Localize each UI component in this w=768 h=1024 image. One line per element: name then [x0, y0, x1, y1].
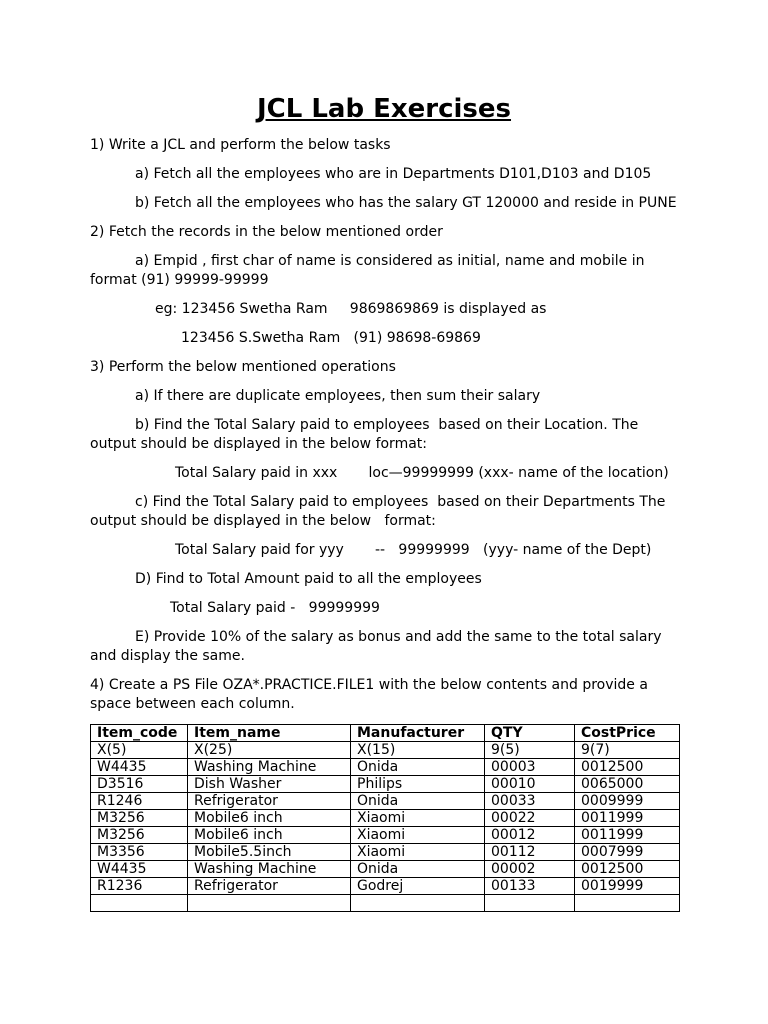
task-1b: b) Fetch all the employees who has the salary GT 120000 and reside in PUNE [135, 195, 677, 211]
cell-item-name: Dish Washer [188, 776, 351, 793]
table-row [91, 776, 680, 793]
cell-qty: 00112 [485, 844, 575, 861]
table-header-row [91, 725, 680, 742]
cell-costprice: 0011999 [575, 827, 680, 844]
cell-costprice: 9(7) [575, 742, 680, 759]
page-title: JCL Lab Exercises [256, 94, 512, 124]
cell-qty: 00022 [485, 810, 575, 827]
task-3b-line2: output should be displayed in the below format: [90, 436, 427, 452]
header-manufacturer: Manufacturer [351, 725, 485, 742]
cell-item-code: D3516 [91, 776, 188, 793]
task-2-example: eg: 123456 Swetha Ram 9869869869 is displayed as [155, 301, 547, 317]
cell-item-name: Washing Machine [188, 861, 351, 878]
cell-manufacturer: Onida [351, 759, 485, 776]
task-4-line2: space between each column. [90, 696, 295, 712]
cell-item-code: M3256 [91, 810, 188, 827]
cell-manufacturer: Xiaomi [351, 827, 485, 844]
task-1a: a) Fetch all the employees who are in Departments D101,D103 and D105 [135, 166, 652, 182]
table-row [91, 844, 680, 861]
table-row [91, 742, 680, 759]
table-row [91, 861, 680, 878]
table-row [91, 878, 680, 895]
cell-qty: 00012 [485, 827, 575, 844]
cell-manufacturer [351, 895, 485, 912]
cell-costprice: 0019999 [575, 878, 680, 895]
cell-manufacturer: Xiaomi [351, 810, 485, 827]
task-3e-line1: E) Provide 10% of the salary as bonus and add the same to the total salary [135, 629, 662, 645]
cell-item-code: R1236 [91, 878, 188, 895]
cell-manufacturer: Onida [351, 793, 485, 810]
task-1-heading: 1) Write a JCL and perform the below tasks [90, 137, 391, 153]
task-2a-line2: format (91) 99999-99999 [90, 272, 269, 288]
cell-qty: 00033 [485, 793, 575, 810]
cell-item-name: Mobile5.5inch [188, 844, 351, 861]
cell-item-name: Washing Machine [188, 759, 351, 776]
cell-manufacturer: Godrej [351, 878, 485, 895]
task-2-example-output: 123456 S.Swetha Ram (91) 98698-69869 [181, 330, 481, 346]
cell-item-name: Mobile6 inch [188, 810, 351, 827]
cell-costprice: 0007999 [575, 844, 680, 861]
task-2-heading: 2) Fetch the records in the below mentioned order [90, 224, 443, 240]
cell-item-code: W4435 [91, 861, 188, 878]
task-3-heading: 3) Perform the below mentioned operations [90, 359, 396, 375]
cell-item-name: Mobile6 inch [188, 827, 351, 844]
cell-item-code: W4435 [91, 759, 188, 776]
task-3c-line2: output should be displayed in the below format: [90, 513, 436, 529]
cell-item-name: X(25) [188, 742, 351, 759]
header-item-code: Item_code [91, 725, 188, 742]
task-3c-line1: c) Find the Total Salary paid to employees based on their Departments The [135, 494, 666, 510]
task-2a-line1: a) Empid , first char of name is considered as initial, name and mobile in [135, 253, 645, 269]
task-3d: D) Find to Total Amount paid to all the employees [135, 571, 482, 587]
cell-qty: 00003 [485, 759, 575, 776]
cell-item-code [91, 895, 188, 912]
cell-item-name: Refrigerator [188, 878, 351, 895]
task-3e-line2: and display the same. [90, 648, 245, 664]
task-3a: a) If there are duplicate employees, then sum their salary [135, 388, 541, 404]
cell-item-code: M3256 [91, 827, 188, 844]
task-4-line1: 4) Create a PS File OZA*.PRACTICE.FILE1 with the below contents and provide a [90, 677, 648, 693]
task-3b-line1: b) Find the Total Salary paid to employees based on their Location. The [135, 417, 639, 433]
table-row [91, 827, 680, 844]
task-3c-format: Total Salary paid for yyy -- 99999999 (yyy- name of the Dept) [175, 542, 652, 558]
table-row [91, 810, 680, 827]
cell-qty: 00002 [485, 861, 575, 878]
table-row [91, 895, 680, 912]
header-costprice: CostPrice [575, 725, 680, 742]
header-qty: QTY [485, 725, 575, 742]
cell-costprice: 0009999 [575, 793, 680, 810]
table-row [91, 793, 680, 810]
cell-qty: 00133 [485, 878, 575, 895]
cell-item-code: R1246 [91, 793, 188, 810]
cell-item-name [188, 895, 351, 912]
item-table [90, 724, 680, 912]
task-3d-format: Total Salary paid - 99999999 [170, 600, 380, 616]
cell-item-code: M3356 [91, 844, 188, 861]
cell-costprice [575, 895, 680, 912]
cell-qty: 00010 [485, 776, 575, 793]
cell-costprice: 0012500 [575, 861, 680, 878]
cell-manufacturer: Philips [351, 776, 485, 793]
cell-costprice: 0011999 [575, 810, 680, 827]
cell-costprice: 0065000 [575, 776, 680, 793]
cell-manufacturer: X(15) [351, 742, 485, 759]
header-item-name: Item_name [188, 725, 351, 742]
cell-manufacturer: Onida [351, 861, 485, 878]
task-3b-format: Total Salary paid in xxx loc—99999999 (xxx- name of the location) [175, 465, 669, 481]
cell-item-name: Refrigerator [188, 793, 351, 810]
cell-qty [485, 895, 575, 912]
cell-qty: 9(5) [485, 742, 575, 759]
table-row [91, 759, 680, 776]
cell-manufacturer: Xiaomi [351, 844, 485, 861]
cell-item-code: X(5) [91, 742, 188, 759]
cell-costprice: 0012500 [575, 759, 680, 776]
